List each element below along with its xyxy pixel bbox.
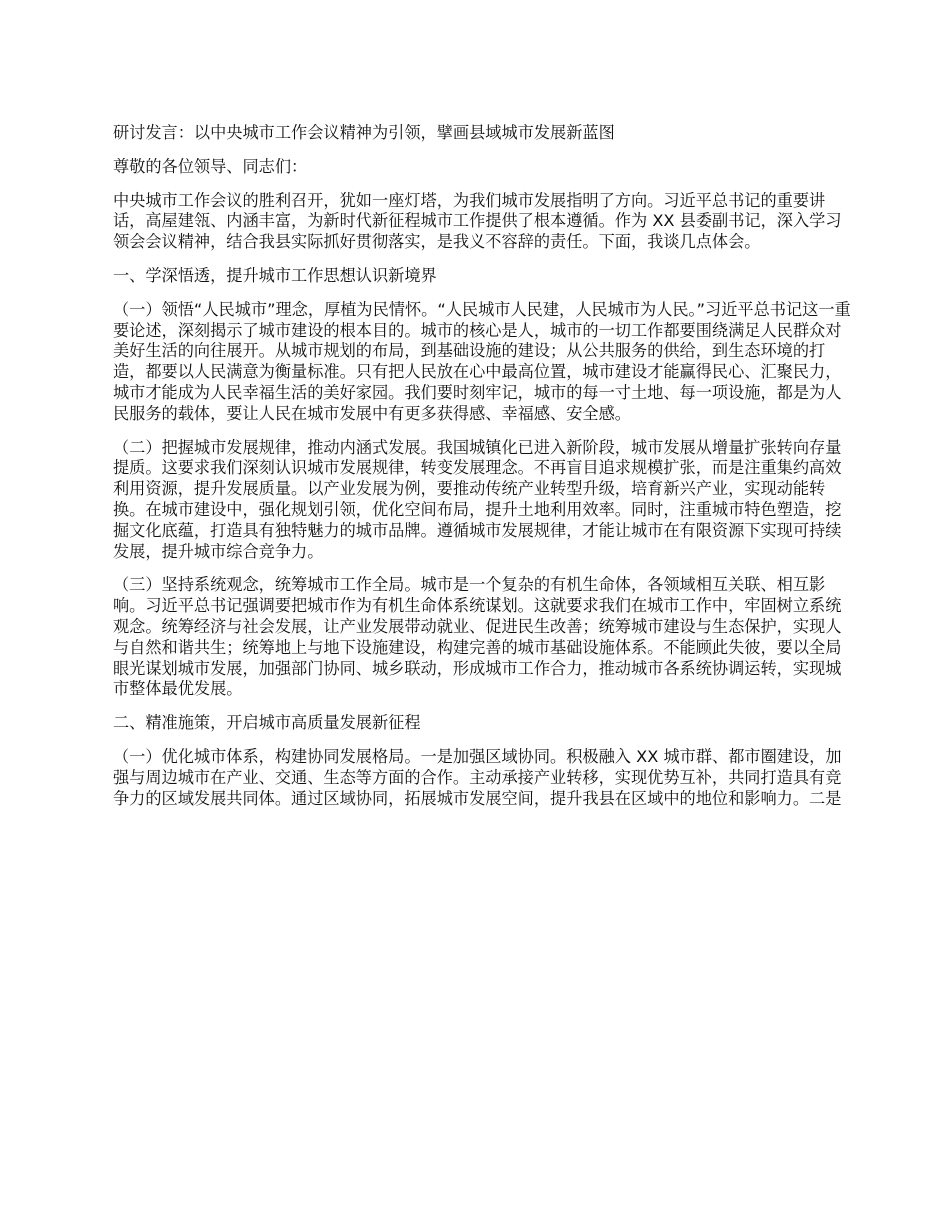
section-2-heading: 二、精准施策，开启城市高质量发展新征程 [113,713,421,733]
intro-paragraph: 中央城市工作会议的胜利召开，犹如一座灯塔，为我们城市发展指明了方向。习近平总书记的重要讲话，高屋建瓴、内涵丰富，为新时代新征程城市工作提供了根本遵循。作为 XX 县委副书记，深入学习领会会议精神，结合我县实际抓好贯彻落实，是我义不容辞的责任。下面，我谈几点体会。 [113,190,842,252]
document-title: 研讨发言：以中央城市工作会议精神为引领，擘画县域城市发展新蓝图 [113,123,615,142]
section-1-paragraph-1: （一）领悟“人民城市”理念，厚植为民情怀。“人民城市人民建，人民城市为人民。”习近平总书记这一重要论述，深刻揭示了城市建设的根本目的。城市的核心是人，城市的一切工作都要围绕满足人民群众对美好生活的向往展开。从城市规划的布局，到基础设施的建设；从公共服务的供给，到生态环境的打造，都要以人民满意为衡量标准。只有把人民放在心中最高位置，城市建设才能赢得民心、汇聚民力，城市才能成为人民幸福生活的美好家园。我们要时刻牢记，城市的每一寸土地、每一项设施，都是为人民服务的载体，要让人民在城市发展中有更多获得感、幸福感、安全感。 [113,299,851,423]
section-1-heading: 一、学深悟透，提升城市工作思想认识新境界 [113,265,437,285]
document-page [113,123,853,822]
section-1-paragraph-2: （二）把握城市发展规律，推动内涵式发展。我国城镇化已进入新阶段，城市发展从增量扩张转向存量提质。这要求我们深刻认识城市发展规律，转变发展理念。不再盲目追求规模扩张，而是注重集约高效利用资源，提升发展质量。以产业发展为例，要推动传统产业转型升级，培育新兴产业，实现动能转换。在城市建设中，强化规划引领，优化空间布局，提升土地利用效率。同时，注重城市特色塑造，挖掘文化底蕴，打造具有独特魅力的城市品牌。遵循城市发展规律，才能让城市在有限资源下实现可持续发展，提升城市综合竞争力。 [113,437,842,561]
section-2-paragraph-1: （一）优化城市体系，构建协同发展格局。一是加强区域协同。积极融入 XX 城市群、都市圈建设，加强与周边城市在产业、交通、生态等方面的合作。主动承接产业转移，实现优势互补，共同打造具有竞争力的区域发展共同体。通过区域协同，拓展城市发展空间，提升我县在区域中的地位和影响力。二是 [113,746,842,808]
salutation: 尊敬的各位领导、同志们： [113,156,308,176]
section-1-paragraph-3: （三）坚持系统观念，统筹城市工作全局。城市是一个复杂的有机生命体，各领域相互关联、相互影响。习近平总书记强调要把城市作为有机生命体系统谋划。这就要求我们在城市工作中，牢固树立系统观念。统筹经济与社会发展，让产业发展带动就业、促进民生改善；统筹城市建设与生态保护，实现人与自然和谐共生；统筹地上与地下设施建设，构建完善的城市基础设施体系。不能顾此失彼，要以全局眼光谋划城市发展，加强部门协同、城乡联动，形成城市工作合力，推动城市各系统协调运转，实现城市整体最优发展。 [113,575,842,699]
